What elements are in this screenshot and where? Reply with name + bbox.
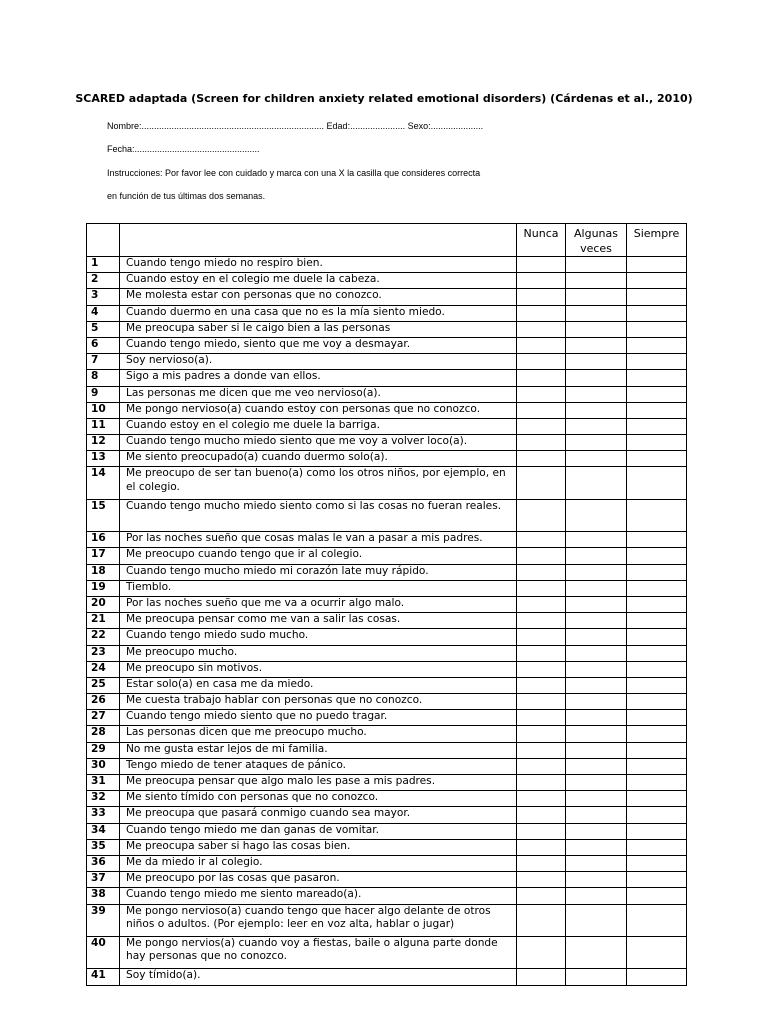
item-text: Me molesta estar con personas que no conozco. bbox=[120, 289, 517, 305]
item-text: Cuando tengo mucho miedo siento como si las cosas no fueran reales. bbox=[120, 499, 517, 531]
table-row bbox=[87, 677, 687, 693]
table-row bbox=[87, 289, 687, 305]
answer-cell-algunas-veces[interactable] bbox=[566, 435, 627, 451]
table-row bbox=[87, 872, 687, 888]
item-number: 20 bbox=[87, 596, 120, 612]
answer-cell-algunas-veces[interactable] bbox=[566, 629, 627, 645]
item-number: 3 bbox=[87, 289, 120, 305]
table-row bbox=[87, 467, 687, 499]
answer-cell-siempre[interactable] bbox=[627, 354, 687, 370]
table-row bbox=[87, 791, 687, 807]
item-number: 37 bbox=[87, 872, 120, 888]
table-row bbox=[87, 694, 687, 710]
answer-cell-siempre[interactable] bbox=[627, 791, 687, 807]
answer-cell-siempre[interactable] bbox=[627, 775, 687, 791]
answer-cell-algunas-veces[interactable] bbox=[566, 402, 627, 418]
answer-cell-siempre[interactable] bbox=[627, 402, 687, 418]
item-text: Me preocupa saber si le caigo bien a las personas bbox=[120, 321, 517, 337]
answer-cell-nunca[interactable] bbox=[517, 273, 566, 289]
item-number: 9 bbox=[87, 386, 120, 402]
answer-cell-nunca[interactable] bbox=[517, 337, 566, 353]
table-row bbox=[87, 386, 687, 402]
table-row bbox=[87, 839, 687, 855]
table-row bbox=[87, 855, 687, 871]
answer-cell-siempre[interactable] bbox=[627, 710, 687, 726]
table-row bbox=[87, 629, 687, 645]
answer-cell-nunca[interactable] bbox=[517, 677, 566, 693]
answer-cell-algunas-veces[interactable] bbox=[566, 354, 627, 370]
answer-cell-siempre[interactable] bbox=[627, 839, 687, 855]
name-age-sex-field[interactable]: Nombre:......................................................................... Edad:...................... Sexo:..................... bbox=[107, 121, 484, 131]
answer-cell-siempre[interactable] bbox=[627, 677, 687, 693]
answer-cell-algunas-veces[interactable] bbox=[566, 451, 627, 467]
item-text: Cuando estoy en el colegio me duele la barriga. bbox=[120, 418, 517, 434]
item-text: Me preocupa pensar que algo malo les pase a mis padres. bbox=[120, 775, 517, 791]
table-row bbox=[87, 451, 687, 467]
item-number: 31 bbox=[87, 775, 120, 791]
item-text: Las personas dicen que me preocupo mucho. bbox=[120, 726, 517, 742]
answer-cell-nunca[interactable] bbox=[517, 742, 566, 758]
table-row bbox=[87, 969, 687, 985]
item-text: Cuando duermo en una casa que no es la mía siento miedo. bbox=[120, 305, 517, 321]
answer-cell-nunca[interactable] bbox=[517, 386, 566, 402]
item-number: 19 bbox=[87, 580, 120, 596]
answer-cell-siempre[interactable] bbox=[627, 694, 687, 710]
item-text: Me preocupa que pasará conmigo cuando sea mayor. bbox=[120, 807, 517, 823]
answer-cell-algunas-veces[interactable] bbox=[566, 936, 627, 968]
answer-cell-nunca[interactable] bbox=[517, 969, 566, 985]
answer-cell-nunca[interactable] bbox=[517, 580, 566, 596]
table-header-row bbox=[87, 224, 687, 257]
item-number: 11 bbox=[87, 418, 120, 434]
item-text: Cuando tengo miedo, siento que me voy a desmayar. bbox=[120, 337, 517, 353]
item-number: 18 bbox=[87, 564, 120, 580]
item-number: 30 bbox=[87, 758, 120, 774]
date-field[interactable]: Fecha:.................................................. bbox=[107, 144, 260, 154]
item-number: 40 bbox=[87, 936, 120, 968]
answer-cell-siempre[interactable] bbox=[627, 645, 687, 661]
answer-cell-nunca[interactable] bbox=[517, 435, 566, 451]
item-text: Soy tímido(a). bbox=[120, 969, 517, 985]
table-row bbox=[87, 305, 687, 321]
item-text: Me siento tímido con personas que no conozco. bbox=[120, 791, 517, 807]
item-text: Me cuesta trabajo hablar con personas que no conozco. bbox=[120, 694, 517, 710]
answer-cell-siempre[interactable] bbox=[627, 532, 687, 548]
item-number: 25 bbox=[87, 677, 120, 693]
answer-cell-siempre[interactable] bbox=[627, 499, 687, 531]
answer-cell-nunca[interactable] bbox=[517, 257, 566, 273]
answer-cell-siempre[interactable] bbox=[627, 758, 687, 774]
item-text: Por las noches sueño que me va a ocurrir algo malo. bbox=[120, 596, 517, 612]
item-text: Cuando tengo miedo me siento mareado(a). bbox=[120, 888, 517, 904]
answer-cell-algunas-veces[interactable] bbox=[566, 839, 627, 855]
item-text: Estar solo(a) en casa me da miedo. bbox=[120, 677, 517, 693]
answer-cell-algunas-veces[interactable] bbox=[566, 872, 627, 888]
item-number: 38 bbox=[87, 888, 120, 904]
answer-cell-nunca[interactable] bbox=[517, 936, 566, 968]
answer-cell-algunas-veces[interactable] bbox=[566, 305, 627, 321]
answer-cell-algunas-veces[interactable] bbox=[566, 677, 627, 693]
answer-cell-nunca[interactable] bbox=[517, 370, 566, 386]
table-row bbox=[87, 548, 687, 564]
answer-cell-nunca[interactable] bbox=[517, 807, 566, 823]
table-row bbox=[87, 613, 687, 629]
table-row bbox=[87, 337, 687, 353]
answer-cell-nunca[interactable] bbox=[517, 402, 566, 418]
answer-cell-siempre[interactable] bbox=[627, 418, 687, 434]
item-text: Cuando estoy en el colegio me duele la cabeza. bbox=[120, 273, 517, 289]
answer-cell-nunca[interactable] bbox=[517, 823, 566, 839]
answer-cell-siempre[interactable] bbox=[627, 289, 687, 305]
item-text: Tengo miedo de tener ataques de pánico. bbox=[120, 758, 517, 774]
answer-cell-nunca[interactable] bbox=[517, 596, 566, 612]
answer-cell-nunca[interactable] bbox=[517, 791, 566, 807]
answer-cell-nunca[interactable] bbox=[517, 289, 566, 305]
answer-cell-siempre[interactable] bbox=[627, 807, 687, 823]
item-text: Me preocupa pensar como me van a salir las cosas. bbox=[120, 613, 517, 629]
answer-cell-algunas-veces[interactable] bbox=[566, 289, 627, 305]
header-nunca: Nunca bbox=[517, 224, 566, 257]
item-number: 21 bbox=[87, 613, 120, 629]
instructions-line-1: Instrucciones: Por favor lee con cuidado y marca con una X la casilla que consideres correcta bbox=[107, 168, 481, 178]
answer-cell-nunca[interactable] bbox=[517, 872, 566, 888]
item-text: Las personas me dicen que me veo nervioso(a). bbox=[120, 386, 517, 402]
table-row bbox=[87, 710, 687, 726]
table-body bbox=[87, 257, 687, 986]
item-text: Cuando tengo miedo sudo mucho. bbox=[120, 629, 517, 645]
table-row bbox=[87, 273, 687, 289]
item-text: No me gusta estar lejos de mi familia. bbox=[120, 742, 517, 758]
answer-cell-algunas-veces[interactable] bbox=[566, 791, 627, 807]
answer-cell-nunca[interactable] bbox=[517, 710, 566, 726]
item-text: Me pongo nervios(a) cuando voy a fiestas, baile o alguna parte donde hay personas que no conozco. bbox=[120, 936, 517, 968]
item-text: Me preocupo por las cosas que pasaron. bbox=[120, 872, 517, 888]
item-number: 10 bbox=[87, 402, 120, 418]
answer-cell-siempre[interactable] bbox=[627, 596, 687, 612]
item-number: 39 bbox=[87, 904, 120, 936]
table-row bbox=[87, 257, 687, 273]
item-text: Me pongo nervioso(a) cuando estoy con personas que no conozco. bbox=[120, 402, 517, 418]
item-text: Me siento preocupado(a) cuando duermo solo(a). bbox=[120, 451, 517, 467]
answer-cell-algunas-veces[interactable] bbox=[566, 321, 627, 337]
answer-cell-siempre[interactable] bbox=[627, 661, 687, 677]
answer-cell-nunca[interactable] bbox=[517, 775, 566, 791]
answer-cell-nunca[interactable] bbox=[517, 904, 566, 936]
table-row bbox=[87, 532, 687, 548]
answer-cell-siempre[interactable] bbox=[627, 855, 687, 871]
table-row bbox=[87, 936, 687, 968]
answer-cell-algunas-veces[interactable] bbox=[566, 742, 627, 758]
item-number: 8 bbox=[87, 370, 120, 386]
answer-cell-nunca[interactable] bbox=[517, 694, 566, 710]
item-text: Me pongo nervioso(a) cuando tengo que hacer algo delante de otros niños o adultos. (Por ejemplo: leer en voz alta, hablar o jugar) bbox=[120, 904, 517, 936]
answer-cell-algunas-veces[interactable] bbox=[566, 564, 627, 580]
answer-cell-nunca[interactable] bbox=[517, 888, 566, 904]
answer-cell-algunas-veces[interactable] bbox=[566, 257, 627, 273]
answer-cell-nunca[interactable] bbox=[517, 613, 566, 629]
table-row bbox=[87, 807, 687, 823]
answer-cell-algunas-veces[interactable] bbox=[566, 775, 627, 791]
answer-cell-algunas-veces[interactable] bbox=[566, 694, 627, 710]
answer-cell-nunca[interactable] bbox=[517, 467, 566, 499]
answer-cell-nunca[interactable] bbox=[517, 354, 566, 370]
answer-cell-siempre[interactable] bbox=[627, 936, 687, 968]
item-text: Cuando tengo mucho miedo siento que me voy a volver loco(a). bbox=[120, 435, 517, 451]
table-row bbox=[87, 370, 687, 386]
table-row bbox=[87, 435, 687, 451]
answer-cell-siempre[interactable] bbox=[627, 888, 687, 904]
table-row bbox=[87, 888, 687, 904]
answer-cell-nunca[interactable] bbox=[517, 532, 566, 548]
answer-cell-siempre[interactable] bbox=[627, 337, 687, 353]
answer-cell-siempre[interactable] bbox=[627, 451, 687, 467]
answer-cell-siempre[interactable] bbox=[627, 435, 687, 451]
item-text: Cuando tengo mucho miedo mi corazón late muy rápido. bbox=[120, 564, 517, 580]
item-number: 29 bbox=[87, 742, 120, 758]
answer-cell-siempre[interactable] bbox=[627, 257, 687, 273]
answer-cell-algunas-veces[interactable] bbox=[566, 499, 627, 531]
table-row bbox=[87, 758, 687, 774]
table-row bbox=[87, 742, 687, 758]
answer-cell-algunas-veces[interactable] bbox=[566, 337, 627, 353]
answer-cell-algunas-veces[interactable] bbox=[566, 888, 627, 904]
header-number bbox=[87, 224, 120, 257]
item-number: 13 bbox=[87, 451, 120, 467]
answer-cell-siempre[interactable] bbox=[627, 564, 687, 580]
answer-cell-algunas-veces[interactable] bbox=[566, 904, 627, 936]
item-number: 22 bbox=[87, 629, 120, 645]
answer-cell-siempre[interactable] bbox=[627, 386, 687, 402]
answer-cell-algunas-veces[interactable] bbox=[566, 580, 627, 596]
item-number: 14 bbox=[87, 467, 120, 499]
answer-cell-algunas-veces[interactable] bbox=[566, 823, 627, 839]
item-number: 24 bbox=[87, 661, 120, 677]
answer-cell-siempre[interactable] bbox=[627, 969, 687, 985]
item-number: 28 bbox=[87, 726, 120, 742]
table-row bbox=[87, 726, 687, 742]
item-number: 35 bbox=[87, 839, 120, 855]
answer-cell-nunca[interactable] bbox=[517, 726, 566, 742]
answer-cell-nunca[interactable] bbox=[517, 451, 566, 467]
answer-cell-siempre[interactable] bbox=[627, 305, 687, 321]
item-number: 34 bbox=[87, 823, 120, 839]
item-number: 7 bbox=[87, 354, 120, 370]
answer-cell-nunca[interactable] bbox=[517, 499, 566, 531]
table-row bbox=[87, 596, 687, 612]
item-text: Me preocupo cuando tengo que ir al colegio. bbox=[120, 548, 517, 564]
answer-cell-algunas-veces[interactable] bbox=[566, 726, 627, 742]
item-number: 17 bbox=[87, 548, 120, 564]
questionnaire-table bbox=[86, 223, 687, 986]
item-number: 2 bbox=[87, 273, 120, 289]
answer-cell-algunas-veces[interactable] bbox=[566, 710, 627, 726]
item-text: Me preocupa saber si hago las cosas bien. bbox=[120, 839, 517, 855]
answer-cell-siempre[interactable] bbox=[627, 872, 687, 888]
table-row bbox=[87, 321, 687, 337]
answer-cell-siempre[interactable] bbox=[627, 580, 687, 596]
item-number: 23 bbox=[87, 645, 120, 661]
item-text: Tiemblo. bbox=[120, 580, 517, 596]
item-text: Me preocupo sin motivos. bbox=[120, 661, 517, 677]
answer-cell-algunas-veces[interactable] bbox=[566, 467, 627, 499]
answer-cell-nunca[interactable] bbox=[517, 305, 566, 321]
item-number: 36 bbox=[87, 855, 120, 871]
answer-cell-algunas-veces[interactable] bbox=[566, 969, 627, 985]
item-number: 41 bbox=[87, 969, 120, 985]
item-number: 5 bbox=[87, 321, 120, 337]
item-number: 15 bbox=[87, 499, 120, 531]
answer-cell-siempre[interactable] bbox=[627, 548, 687, 564]
answer-cell-algunas-veces[interactable] bbox=[566, 807, 627, 823]
answer-cell-siempre[interactable] bbox=[627, 613, 687, 629]
answer-cell-algunas-veces[interactable] bbox=[566, 386, 627, 402]
answer-cell-algunas-veces[interactable] bbox=[566, 532, 627, 548]
header-algunas-veces: Algunas veces bbox=[566, 224, 627, 257]
item-number: 12 bbox=[87, 435, 120, 451]
answer-cell-nunca[interactable] bbox=[517, 855, 566, 871]
answer-cell-algunas-veces[interactable] bbox=[566, 548, 627, 564]
table-row bbox=[87, 418, 687, 434]
answer-cell-siempre[interactable] bbox=[627, 321, 687, 337]
table-row bbox=[87, 775, 687, 791]
answer-cell-nunca[interactable] bbox=[517, 629, 566, 645]
answer-cell-nunca[interactable] bbox=[517, 661, 566, 677]
answer-cell-siempre[interactable] bbox=[627, 726, 687, 742]
table-row bbox=[87, 580, 687, 596]
item-text: Me da miedo ir al colegio. bbox=[120, 855, 517, 871]
answer-cell-nunca[interactable] bbox=[517, 758, 566, 774]
header-item bbox=[120, 224, 517, 257]
item-number: 4 bbox=[87, 305, 120, 321]
item-number: 6 bbox=[87, 337, 120, 353]
table-row bbox=[87, 499, 687, 531]
answer-cell-siempre[interactable] bbox=[627, 742, 687, 758]
instructions-line-2: en función de tus últimas dos semanas. bbox=[107, 191, 266, 201]
item-number: 32 bbox=[87, 791, 120, 807]
answer-cell-nunca[interactable] bbox=[517, 564, 566, 580]
answer-cell-siempre[interactable] bbox=[627, 629, 687, 645]
answer-cell-nunca[interactable] bbox=[517, 321, 566, 337]
item-text: Soy nervioso(a). bbox=[120, 354, 517, 370]
page-title: SCARED adaptada (Screen for children anxiety related emotional disorders) (Cárdenas et al., 2010) bbox=[75, 92, 693, 105]
answer-cell-nunca[interactable] bbox=[517, 548, 566, 564]
header-siempre: Siempre bbox=[627, 224, 687, 257]
answer-cell-siempre[interactable] bbox=[627, 370, 687, 386]
answer-cell-nunca[interactable] bbox=[517, 418, 566, 434]
answer-cell-algunas-veces[interactable] bbox=[566, 613, 627, 629]
table-row bbox=[87, 645, 687, 661]
answer-cell-siempre[interactable] bbox=[627, 467, 687, 499]
table-row bbox=[87, 564, 687, 580]
answer-cell-nunca[interactable] bbox=[517, 645, 566, 661]
answer-cell-algunas-veces[interactable] bbox=[566, 273, 627, 289]
item-number: 1 bbox=[87, 257, 120, 273]
item-text: Me preocupo mucho. bbox=[120, 645, 517, 661]
answer-cell-algunas-veces[interactable] bbox=[566, 661, 627, 677]
item-text: Sigo a mis padres a donde van ellos. bbox=[120, 370, 517, 386]
item-number: 33 bbox=[87, 807, 120, 823]
answer-cell-algunas-veces[interactable] bbox=[566, 758, 627, 774]
item-text: Por las noches sueño que cosas malas le van a pasar a mis padres. bbox=[120, 532, 517, 548]
item-number: 27 bbox=[87, 710, 120, 726]
answer-cell-siempre[interactable] bbox=[627, 904, 687, 936]
table-row bbox=[87, 904, 687, 936]
item-text: Cuando tengo miedo siento que no puedo tragar. bbox=[120, 710, 517, 726]
item-text: Cuando tengo miedo no respiro bien. bbox=[120, 257, 517, 273]
table-row bbox=[87, 823, 687, 839]
answer-cell-siempre[interactable] bbox=[627, 273, 687, 289]
answer-cell-algunas-veces[interactable] bbox=[566, 370, 627, 386]
item-text: Cuando tengo miedo me dan ganas de vomitar. bbox=[120, 823, 517, 839]
table-row bbox=[87, 354, 687, 370]
answer-cell-algunas-veces[interactable] bbox=[566, 855, 627, 871]
answer-cell-algunas-veces[interactable] bbox=[566, 645, 627, 661]
item-number: 16 bbox=[87, 532, 120, 548]
answer-cell-algunas-veces[interactable] bbox=[566, 418, 627, 434]
answer-cell-nunca[interactable] bbox=[517, 839, 566, 855]
answer-cell-algunas-veces[interactable] bbox=[566, 596, 627, 612]
table-row bbox=[87, 661, 687, 677]
answer-cell-siempre[interactable] bbox=[627, 823, 687, 839]
item-text: Me preocupo de ser tan bueno(a) como los otros niños, por ejemplo, en el colegio. bbox=[120, 467, 517, 499]
item-number: 26 bbox=[87, 694, 120, 710]
table-row bbox=[87, 402, 687, 418]
